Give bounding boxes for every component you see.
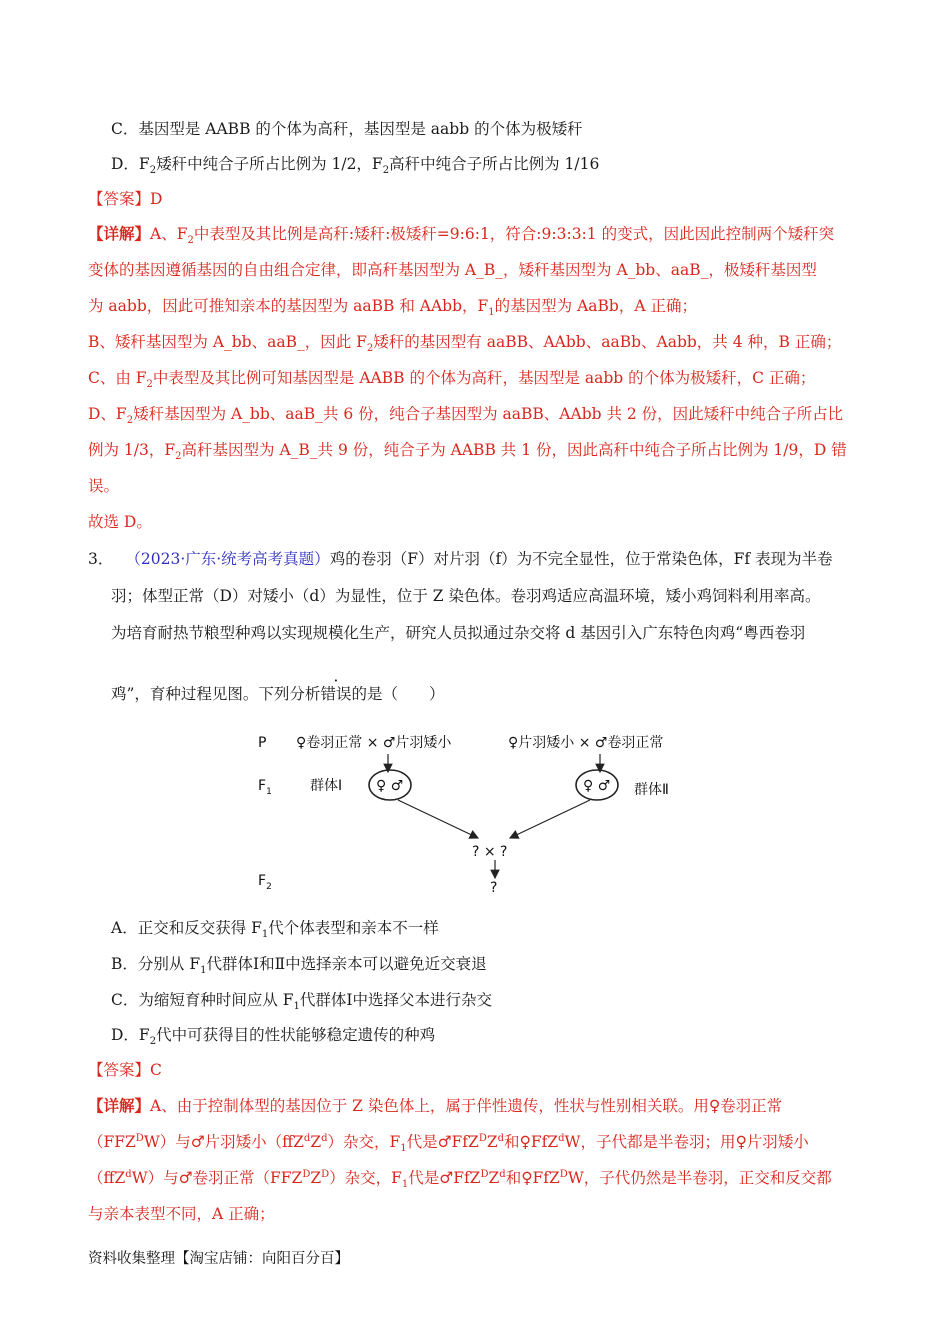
q2-explanation-line: C、由 $F_2$中表型及其比例可知基因型是 AABB 的个体为高秆，基因型是 aabb 的个体为极矮秆，C 正确； bbox=[88, 369, 816, 391]
q3-stem-line: 为培育耐热节粮型种鸡以实现规模化生产，研究人员拟通过杂交将 d 基因引入广东特色肉鸡“粤西卷羽 bbox=[111, 624, 806, 642]
generation-label-p: P bbox=[258, 735, 267, 751]
f2-offspring-label: ? bbox=[490, 880, 498, 896]
q2-explanation-line: 为 aabb，因此可推知亲本的基因型为 aaBB 和 AAbb，$F_1$的基因型为 AaBb，A 正确； bbox=[88, 297, 697, 319]
q3-option-a: A．正交和反交获得 $F_1$代个体表型和亲本不一样 bbox=[111, 919, 439, 941]
q3-option-c: C．为缩短育种时间应从 $F_1$代群体Ⅰ中选择父本进行杂交 bbox=[111, 991, 493, 1013]
q3-stem-line: 鸡”，育种过程见图。下列分析错误的是（ ） bbox=[111, 685, 445, 703]
arrow-to-f2-right bbox=[510, 800, 590, 838]
page-footer: 资料收集整理【淘宝店铺：向阳百分百】 bbox=[88, 1251, 349, 1267]
q3-option-b: B．分别从 $F_1$代群体Ⅰ和Ⅱ中选择亲本可以避免近交衰退 bbox=[111, 955, 487, 977]
generation-label-f1: $F_1$ bbox=[258, 778, 272, 797]
q2-explanation-line: 【详解】A、$F_2$中表型及其比例是高秆:矮秆:极矮秆=9:6:1，符合:9:3:3:1 的变式，因此因此控制两个矮秆突 bbox=[88, 224, 835, 247]
q3-explanation-line: $(FFZ^DW)$与♂片羽矮小$(ffZ^dZ^d)$杂交，$F_1$代是$♂FfZ^DZ^d$和♀FfZ$^d$W，子代都是半卷羽；用♀片羽矮小 bbox=[88, 1132, 809, 1155]
q2-explanation-line: 误。 bbox=[88, 477, 120, 495]
q2-option-c: C．基因型是 AABB 的个体为高秆，基因型是 aabb 的个体为极矮秆 bbox=[111, 120, 583, 138]
q3-stem-line: 羽；体型正常（D）对矮小（d）为显性，位于 Z 染色体。卷羽鸡适应高温环境，矮小鸡饲料利用率高。 bbox=[111, 587, 821, 605]
q3-explanation-line: 【详解】A、由于控制体型的基因位于 Z 染色体上，属于伴性遗传，性状与性别相关联。用♀卷羽正常 bbox=[88, 1096, 783, 1115]
q3-explanation-line: 与亲本表型不同，A 正确； bbox=[88, 1205, 275, 1223]
q2-answer: 【答案】D bbox=[88, 190, 163, 208]
q2-option-d: D．$F_2$矮秆中纯合子所占比例为 1/2，$F_2$高秆中纯合子所占比例为 1/16 bbox=[111, 155, 600, 177]
generation-label-f2: $F_2$ bbox=[258, 873, 272, 892]
q3-explanation-line: （ffZ$^d$W）与♂卷羽正常$(FFZ^DZ^D)$杂交，$F_1$代是$♂FfZ^DZ^d$和♀FfZ$^D$W，子代仍然是半卷羽，正交和反交都 bbox=[88, 1168, 832, 1191]
breeding-diagram bbox=[250, 726, 720, 898]
sex-symbols: ♀ ♂ bbox=[376, 778, 404, 794]
q3-answer: 【答案】C bbox=[88, 1061, 162, 1079]
sex-symbols: ♀ ♂ bbox=[583, 778, 611, 794]
group2-label: 群体Ⅱ bbox=[634, 782, 669, 798]
q2-explanation-line: B、矮秆基因型为 A_bb、aaB_，因此 $F_2$矮秆的基因型有 aaBB、AAbb、aaBb、Aabb，共 4 种，B 正确； bbox=[88, 333, 842, 355]
emphasis-text: 错误 bbox=[320, 685, 352, 703]
q2-explanation-line: D、$F_2$矮秆基因型为 A_bb、aaB_共 6 份，纯合子基因型为 aaBB、AAbb 共 2 份，因此矮秆中纯合子所占比 bbox=[88, 405, 844, 427]
q2-conclusion: 故选 D。 bbox=[88, 513, 152, 531]
f2-cross-label: ? × ? bbox=[472, 844, 508, 860]
cross-left-label: ♀卷羽正常 × ♂片羽矮小 bbox=[296, 735, 452, 751]
q2-explanation-line: 例为 1/3，$F_2$高秆基因型为 A_B_共 9 份，纯合子为 AABB 共 1 份，因此高秆中纯合子所占比例为 1/9，D 错 bbox=[88, 441, 847, 463]
question-number: 3． bbox=[88, 550, 114, 568]
group1-label: 群体Ⅰ bbox=[310, 778, 343, 794]
q3-option-d: D．$F_2$代中可获得目的性状能够稳定遗传的种鸡 bbox=[111, 1026, 436, 1048]
question-source: （2023·广东·统考高考真题） bbox=[125, 550, 330, 568]
cross-right-label: ♀片羽矮小 × ♂卷羽正常 bbox=[508, 735, 664, 751]
arrow-to-f2-left bbox=[398, 800, 478, 838]
q2-explanation-line: 变体的基因遵循基因的自由组合定律，即高秆基因型为 A_B_，矮秆基因型为 A_bb、aaB_，极矮秆基因型 bbox=[88, 261, 817, 279]
q3-stem-line: 3． （2023·广东·统考高考真题）鸡的卷羽（F）对片羽（f）为不完全显性，位于常染色体，Ff 表现为半卷 bbox=[88, 550, 833, 568]
